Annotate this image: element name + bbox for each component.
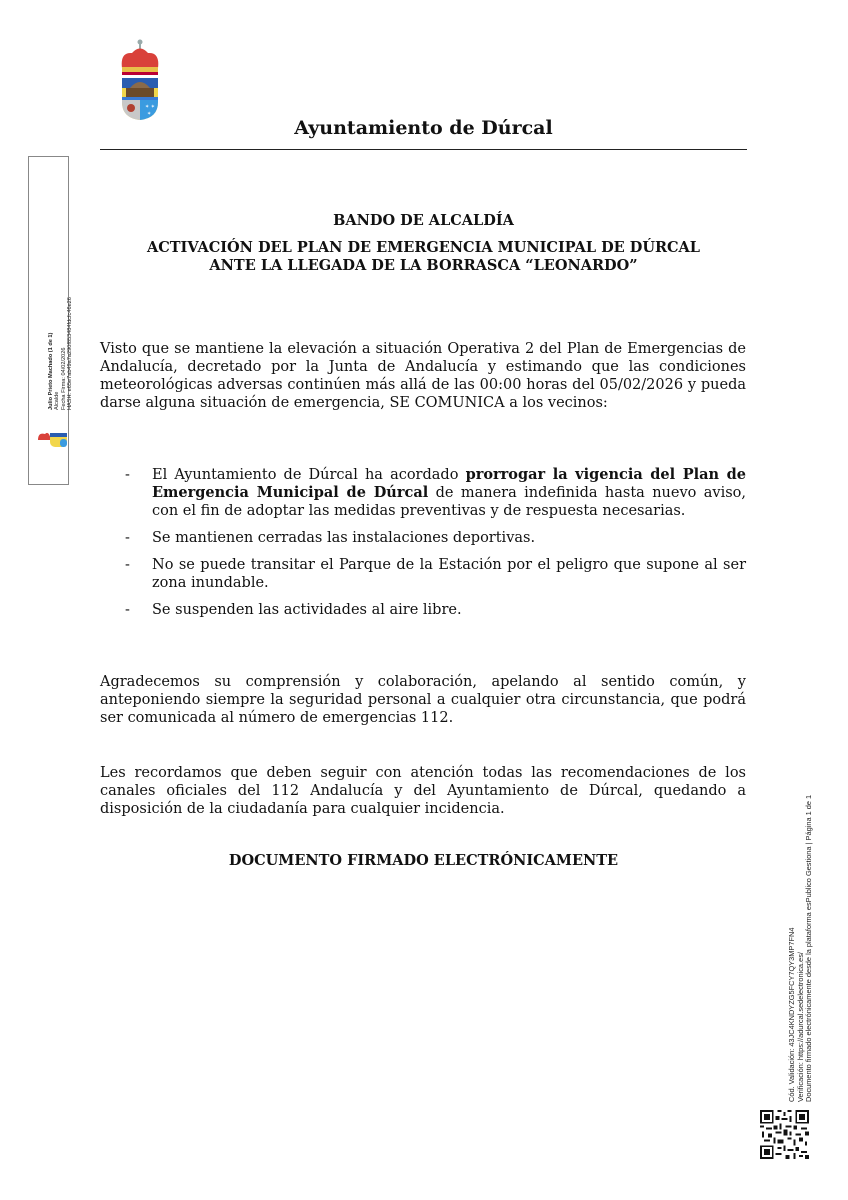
verification-text	[788, 795, 814, 1102]
list-item	[100, 556, 746, 592]
organization-header	[100, 117, 747, 139]
svg-text:✶ ✶: ✶ ✶	[145, 104, 155, 110]
list-item	[100, 529, 746, 547]
signature-stamp-text	[48, 297, 74, 410]
list-item	[100, 601, 746, 619]
list-item-text-bold: prorrogar la vigencia del Plan de Emergencia Municipal de Dúrcal	[152, 466, 747, 501]
document-title: BANDO DE ALCALDÍA	[333, 212, 514, 229]
validation-code: Cód. Validación: 43JC4KNDYZG5FCY7QY3MP7FN4	[787, 927, 796, 1102]
reminder-paragraph: Les recordamos que deben seguir con atención todas las recomendaciones de los canales oficiales del 112 Andalucía y del Ayuntamiento de Dúrcal, quedando a disposición de la ciudadanía para cualquier incidencia.	[100, 765, 746, 817]
document-subtitle	[100, 239, 747, 275]
stamp-coat-of-arms-icon	[37, 430, 69, 450]
measures-list	[100, 466, 746, 628]
list-dash: -	[125, 530, 130, 546]
list-item-text: No se puede transitar el Parque de la Estación por el peligro que supone al ser zona inundable.	[152, 557, 746, 591]
subtitle-line-1: ACTIVACIÓN DEL PLAN DE EMERGENCIA MUNICIPAL DE DÚRCAL	[146, 239, 701, 256]
list-item-text-post: de manera indefinida hasta nuevo aviso, con el fin de adoptar las medidas preventivas y de respuesta necesarias.	[152, 485, 747, 519]
thanks-paragraph: Agradecemos su comprensión y colaboración, apelando al sentido común, y anteponiendo siempre la seguridad personal a cualquier otra circunstancia, que podrá ser comunicada al número de emergencias 112.	[100, 674, 746, 726]
list-item	[100, 466, 746, 520]
qr-code-icon	[760, 1110, 809, 1159]
list-item-text: Se suspenden las actividades al aire libre.	[152, 602, 462, 618]
platform-notice: Documento firmado electrónicamente desde la plataforma esPublico Gestiona | Página 1 de 1	[804, 794, 813, 1102]
list-dash: -	[125, 467, 130, 483]
signer-role: Alcalde	[54, 391, 61, 410]
organization-name: Ayuntamiento de Dúrcal	[294, 117, 553, 139]
signature-hash: HASH: e65e7ab49a7a290f853484fdcfc46e26	[67, 297, 74, 410]
list-dash: -	[125, 602, 130, 618]
list-item-text-pre: El Ayuntamiento de Dúrcal ha acordado	[152, 467, 466, 483]
subtitle-line-2: ANTE LA LLEGADA DE LA BORRASCA “LEONARDO”	[209, 257, 638, 274]
verification-url[interactable]: Verificación: https://adurcal.sedelectronica.es/	[795, 952, 805, 1102]
signed-notice: DOCUMENTO FIRMADO ELECTRÓNICAMENTE	[228, 852, 619, 869]
list-dash: -	[125, 557, 130, 573]
coat-of-arms-icon	[116, 38, 164, 122]
signature-date: Fecha Firma: 04/02/2026	[60, 347, 67, 410]
header-divider	[100, 149, 747, 150]
svg-text:✶: ✶	[147, 111, 152, 117]
list-item-text: Se mantienen cerradas las instalaciones deportivas.	[152, 530, 536, 546]
signer-name: Julio Prieto Machado (1 de 1)	[48, 332, 54, 410]
intro-paragraph: Visto que se mantiene la elevación a situación Operativa 2 del Plan de Emergencias de Andalucía, decretado por la Junta de Andalucía y estimando que las condiciones meteorológicas adversas continúen más allá de las 00:00 horas del 05/02/2026 y pueda darse alguna situación de emergencia, SE COMUNICA a los vecinos:	[100, 341, 746, 411]
